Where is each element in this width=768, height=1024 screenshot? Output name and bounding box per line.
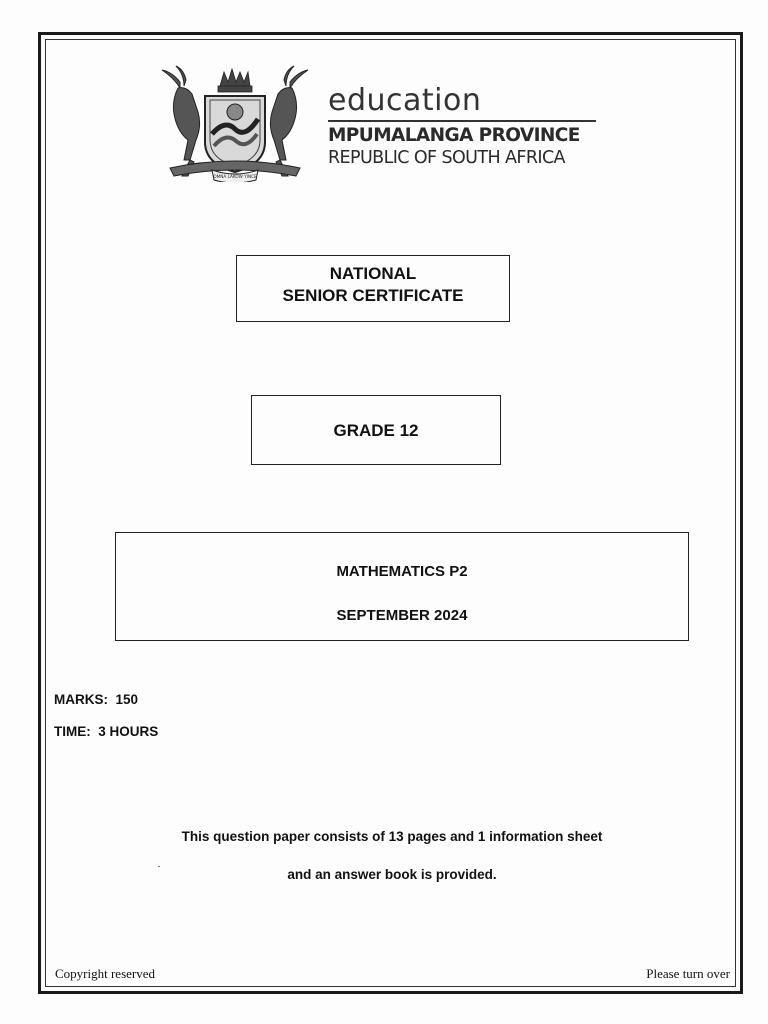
exam-date: SEPTEMBER 2024 xyxy=(336,607,468,624)
brand-divider xyxy=(328,120,596,122)
subject-name: MATHEMATICS P2 xyxy=(336,563,468,580)
certificate-line1: NATIONAL xyxy=(329,264,417,283)
certificate-box xyxy=(236,255,510,322)
certificate-line2: SENIOR CERTIFICATE xyxy=(282,286,464,305)
time-label: TIME: 3 HOURS xyxy=(54,724,159,739)
grade-box xyxy=(251,395,501,465)
info-line1: This question paper consists of 13 pages and 1 information sheet xyxy=(181,829,603,844)
copyright-notice: Copyright reserved xyxy=(55,966,156,981)
grade-label: GRADE 12 xyxy=(333,421,419,440)
brand-block xyxy=(328,84,618,169)
header xyxy=(150,64,610,184)
marks-label: MARKS: 150 xyxy=(54,692,139,707)
province-name: MPUMALANGA PROVINCE xyxy=(328,125,580,146)
turn-over-notice: Please turn over xyxy=(646,966,730,981)
department-name: education xyxy=(328,83,482,118)
coat-of-arms-icon xyxy=(150,64,320,182)
subject-box xyxy=(115,532,689,641)
info-line2: and an answer book is provided. xyxy=(287,867,497,882)
country-name: REPUBLIC OF SOUTH AFRICA xyxy=(328,148,565,168)
motto-text: OMNA LAKOW YINCE xyxy=(213,174,257,179)
